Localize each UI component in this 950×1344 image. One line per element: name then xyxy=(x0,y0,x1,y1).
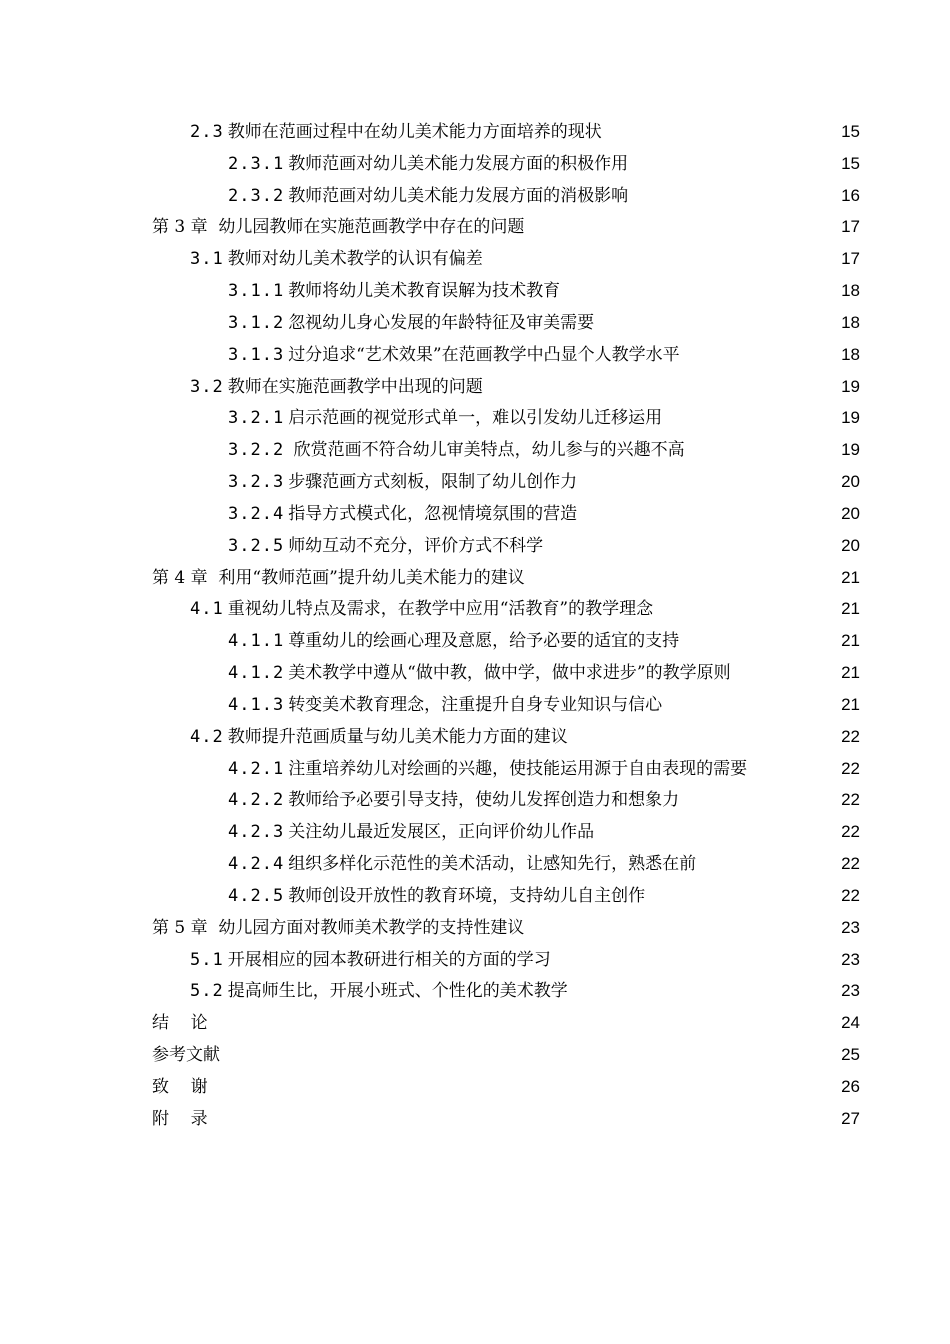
toc-entry-page-number: 23 xyxy=(841,981,860,1001)
dot-leader xyxy=(686,439,839,456)
toc-entry[interactable] xyxy=(152,1007,860,1039)
dot-leader xyxy=(646,885,839,902)
toc-entry-number: 3.2.4 xyxy=(228,503,285,524)
toc-entry-title: 第 5 章 幼儿园方面对教师美术教学的支持性建议 xyxy=(152,917,525,938)
toc-entry-page-number: 19 xyxy=(841,408,860,428)
toc-entry-page-number: 17 xyxy=(841,249,860,269)
dot-leader xyxy=(209,1012,839,1029)
dot-leader xyxy=(569,980,839,997)
toc-entry[interactable] xyxy=(152,275,860,307)
toc-entry-title: 转变美术教育理念，注重提升自身专业知识与信心 xyxy=(288,694,663,715)
toc-entry-number: 4.2.5 xyxy=(228,885,285,906)
dot-leader xyxy=(484,376,839,393)
dot-leader xyxy=(603,121,839,138)
toc-entry-number: 5.1 xyxy=(190,949,224,970)
toc-entry[interactable] xyxy=(152,657,860,689)
dot-leader xyxy=(680,630,839,647)
toc-entry[interactable] xyxy=(152,689,860,721)
dot-leader xyxy=(552,949,839,966)
toc-entry-number: 4.2.1 xyxy=(228,758,285,779)
toc-entry-page-number: 20 xyxy=(841,472,860,492)
dot-leader xyxy=(595,312,839,329)
toc-entry-number: 2.3.1 xyxy=(228,153,285,174)
toc-entry[interactable] xyxy=(152,1039,860,1071)
toc-entry-title: 忽视幼儿身心发展的年龄特征及审美需要 xyxy=(288,312,595,333)
toc-entry-page-number: 18 xyxy=(841,281,860,301)
dot-leader xyxy=(663,694,839,711)
toc-entry[interactable] xyxy=(152,1103,860,1135)
toc-entry-page-number: 20 xyxy=(841,535,860,555)
dot-leader xyxy=(629,153,839,170)
toc-entry-number: 4.2 xyxy=(190,726,224,747)
toc-entry[interactable] xyxy=(152,944,860,976)
toc-entry-title: 尊重幼儿的绘画心理及意愿，给予必要的适宜的支持 xyxy=(288,631,680,652)
toc-entry[interactable] xyxy=(152,816,860,848)
toc-entry-page-number: 22 xyxy=(841,758,860,778)
toc-entry-page-number: 20 xyxy=(841,503,860,523)
toc-entry-number: 3.1.2 xyxy=(228,312,285,333)
dot-leader xyxy=(680,789,839,806)
dot-leader xyxy=(578,503,839,520)
toc-entry-number: 4.2.3 xyxy=(228,822,285,843)
toc-entry-title: 关注幼儿最近发展区，正向评价幼儿作品 xyxy=(288,822,595,843)
dot-leader xyxy=(209,1076,839,1093)
toc-entry-number: 2.3 xyxy=(190,122,224,142)
toc-entry-title: 附 录 xyxy=(152,1108,208,1129)
dot-leader xyxy=(209,1108,839,1125)
toc-entry[interactable] xyxy=(152,307,860,339)
toc-entry-page-number: 23 xyxy=(841,917,860,937)
dot-leader xyxy=(525,917,839,934)
toc-entry[interactable] xyxy=(152,562,860,594)
toc-entry-title: 教师将幼儿美术教育误解为技术教育 xyxy=(288,281,561,302)
toc-entry-title: 致 谢 xyxy=(152,1076,208,1097)
toc-entry[interactable] xyxy=(152,371,860,403)
dot-leader xyxy=(221,1044,839,1061)
toc-entry-title: 第 3 章 幼儿园教师在实施范画教学中存在的问题 xyxy=(152,217,525,238)
toc-entry-page-number: 24 xyxy=(841,1013,860,1033)
toc-entry[interactable] xyxy=(152,211,860,243)
dot-leader xyxy=(544,535,839,552)
toc-entry-number: 3.2 xyxy=(190,376,224,397)
toc-entry-page-number: 16 xyxy=(841,185,860,205)
toc-entry-number: 3.1.3 xyxy=(228,344,285,365)
toc-entry-page-number: 22 xyxy=(841,885,860,905)
toc-entry-title: 过分追求“艺术效果”在范画教学中凸显个人教学水平 xyxy=(288,344,680,365)
toc-entry[interactable] xyxy=(152,625,860,657)
toc-entry-title: 步骤范画方式刻板，限制了幼儿创作力 xyxy=(288,472,578,493)
toc-entry[interactable] xyxy=(152,498,860,530)
dot-leader xyxy=(681,344,840,361)
toc-entry-title: 结 论 xyxy=(152,1013,208,1034)
toc-entry[interactable] xyxy=(152,180,860,212)
toc-entry-number: 4.2.2 xyxy=(228,790,285,811)
toc-entry-page-number: 18 xyxy=(841,312,860,332)
toc-entry[interactable] xyxy=(152,402,860,434)
toc-entry-title: 指导方式模式化，忽视情境氛围的营造 xyxy=(288,503,578,524)
dot-leader xyxy=(561,280,839,297)
toc-entry[interactable] xyxy=(152,466,860,498)
toc-entry[interactable] xyxy=(152,753,860,785)
toc-entry-title: 教师创设开放性的教育环境，支持幼儿自主创作 xyxy=(288,885,646,906)
toc-entry-number: 4.1.1 xyxy=(228,631,285,652)
toc-entry[interactable] xyxy=(152,721,860,753)
toc-entry-title: 美术教学中遵从“做中教，做中学，做中求进步”的教学原则 xyxy=(288,663,731,684)
toc-entry-number: 3.2.5 xyxy=(228,535,285,556)
toc-entry[interactable] xyxy=(152,848,860,880)
toc-entry[interactable] xyxy=(152,339,860,371)
toc-entry-number: 3.1.1 xyxy=(228,281,285,302)
toc-entry[interactable] xyxy=(152,912,860,944)
toc-entry-page-number: 21 xyxy=(841,631,860,651)
toc-entry-page-number: 25 xyxy=(841,1045,860,1065)
toc-entry-title: 师幼互动不充分，评价方式不科学 xyxy=(288,535,544,556)
toc-entry[interactable] xyxy=(152,593,860,625)
toc-entry-page-number: 21 xyxy=(841,567,860,587)
toc-entry-title: 开展相应的园本教研进行相关的方面的学习 xyxy=(227,949,551,970)
toc-entry-title: 教师在实施范画教学中出现的问题 xyxy=(227,376,483,397)
toc-entry-title: 教师提升范画质量与幼儿美术能力方面的建议 xyxy=(227,726,568,747)
toc-entry[interactable] xyxy=(152,148,860,180)
toc-entry-number: 4.1.3 xyxy=(228,694,285,715)
toc-entry-page-number: 22 xyxy=(841,726,860,746)
toc-entry[interactable] xyxy=(152,243,860,275)
toc-entry-page-number: 19 xyxy=(841,440,860,460)
toc-entry-page-number: 27 xyxy=(841,1108,860,1128)
dot-leader xyxy=(595,821,839,838)
toc-entry-title: 组织多样化示范性的美术活动，让感知先行，熟悉在前 xyxy=(288,854,697,875)
dot-leader xyxy=(525,216,839,233)
dot-leader xyxy=(697,853,839,870)
toc-entry-page-number: 19 xyxy=(841,376,860,396)
toc-entry-number: 5.2 xyxy=(190,981,224,1002)
toc-entry-page-number: 26 xyxy=(841,1076,860,1096)
toc-entry[interactable] xyxy=(152,880,860,912)
toc-entry[interactable] xyxy=(152,1071,860,1103)
dot-leader xyxy=(654,598,839,615)
dot-leader xyxy=(629,185,839,202)
table-of-contents xyxy=(152,116,860,1135)
toc-entry-page-number: 21 xyxy=(841,599,860,619)
dot-leader xyxy=(484,248,839,265)
dot-leader xyxy=(663,407,839,424)
toc-entry-page-number: 22 xyxy=(841,854,860,874)
toc-entry-title: 第 4 章 利用“教师范画”提升幼儿美术能力的建议 xyxy=(152,567,525,588)
toc-entry-title: 参考文献 xyxy=(152,1045,220,1066)
toc-entry-page-number: 18 xyxy=(841,344,860,364)
toc-entry-number: 3.2.1 xyxy=(228,408,285,429)
dot-leader xyxy=(526,567,839,584)
toc-entry-page-number: 23 xyxy=(841,949,860,969)
toc-entry-title: 教师在范画过程中在幼儿美术能力方面培养的现状 xyxy=(227,122,602,142)
toc-entry-title: 注重培养幼儿对绘画的兴趣，使技能运用源于自由表现的需要 xyxy=(288,758,748,779)
toc-entry-title: 教师给予必要引导支持，使幼儿发挥创造力和想象力 xyxy=(288,790,680,811)
toc-entry-title: 重视幼儿特点及需求，在教学中应用“活教育”的教学理念 xyxy=(227,599,654,620)
toc-entry-number: 4.1 xyxy=(190,599,224,620)
toc-entry-number: 3.2.2 xyxy=(228,440,285,461)
toc-entry-number: 4.1.2 xyxy=(228,663,285,684)
toc-entry-title: 欣赏范画不符合幼儿审美特点，幼儿参与的兴趣不高 xyxy=(288,440,685,461)
toc-entry-page-number: 17 xyxy=(841,217,860,237)
toc-entry-title: 启示范画的视觉形式单一，难以引发幼儿迁移运用 xyxy=(288,408,663,429)
dot-leader xyxy=(569,726,839,743)
toc-entry-page-number: 15 xyxy=(841,153,860,173)
toc-entry[interactable] xyxy=(152,530,860,562)
toc-entry-number: 2.3.2 xyxy=(228,185,285,206)
toc-entry[interactable] xyxy=(152,784,860,816)
toc-entry-title: 教师范画对幼儿美术能力发展方面的积极作用 xyxy=(288,153,629,174)
toc-entry-page-number: 22 xyxy=(841,822,860,842)
toc-entry-number: 3.2.3 xyxy=(228,472,285,493)
toc-entry-number: 3.1 xyxy=(190,249,224,270)
toc-entry[interactable] xyxy=(152,434,860,466)
toc-entry-page-number: 21 xyxy=(841,694,860,714)
dot-leader xyxy=(578,471,839,488)
toc-entry-page-number: 15 xyxy=(841,122,860,141)
toc-entry[interactable] xyxy=(152,975,860,1007)
toc-entry-title: 教师范画对幼儿美术能力发展方面的消极影响 xyxy=(288,185,629,206)
dot-leader xyxy=(748,758,839,775)
toc-entry[interactable] xyxy=(152,116,860,148)
dot-leader xyxy=(732,662,840,679)
toc-entry-page-number: 22 xyxy=(841,790,860,810)
toc-entry-title: 提高师生比，开展小班式、个性化的美术教学 xyxy=(227,981,568,1002)
toc-entry-title: 教师对幼儿美术教学的认识有偏差 xyxy=(227,249,483,270)
toc-entry-number: 4.2.4 xyxy=(228,854,285,875)
toc-entry-page-number: 21 xyxy=(841,663,860,683)
